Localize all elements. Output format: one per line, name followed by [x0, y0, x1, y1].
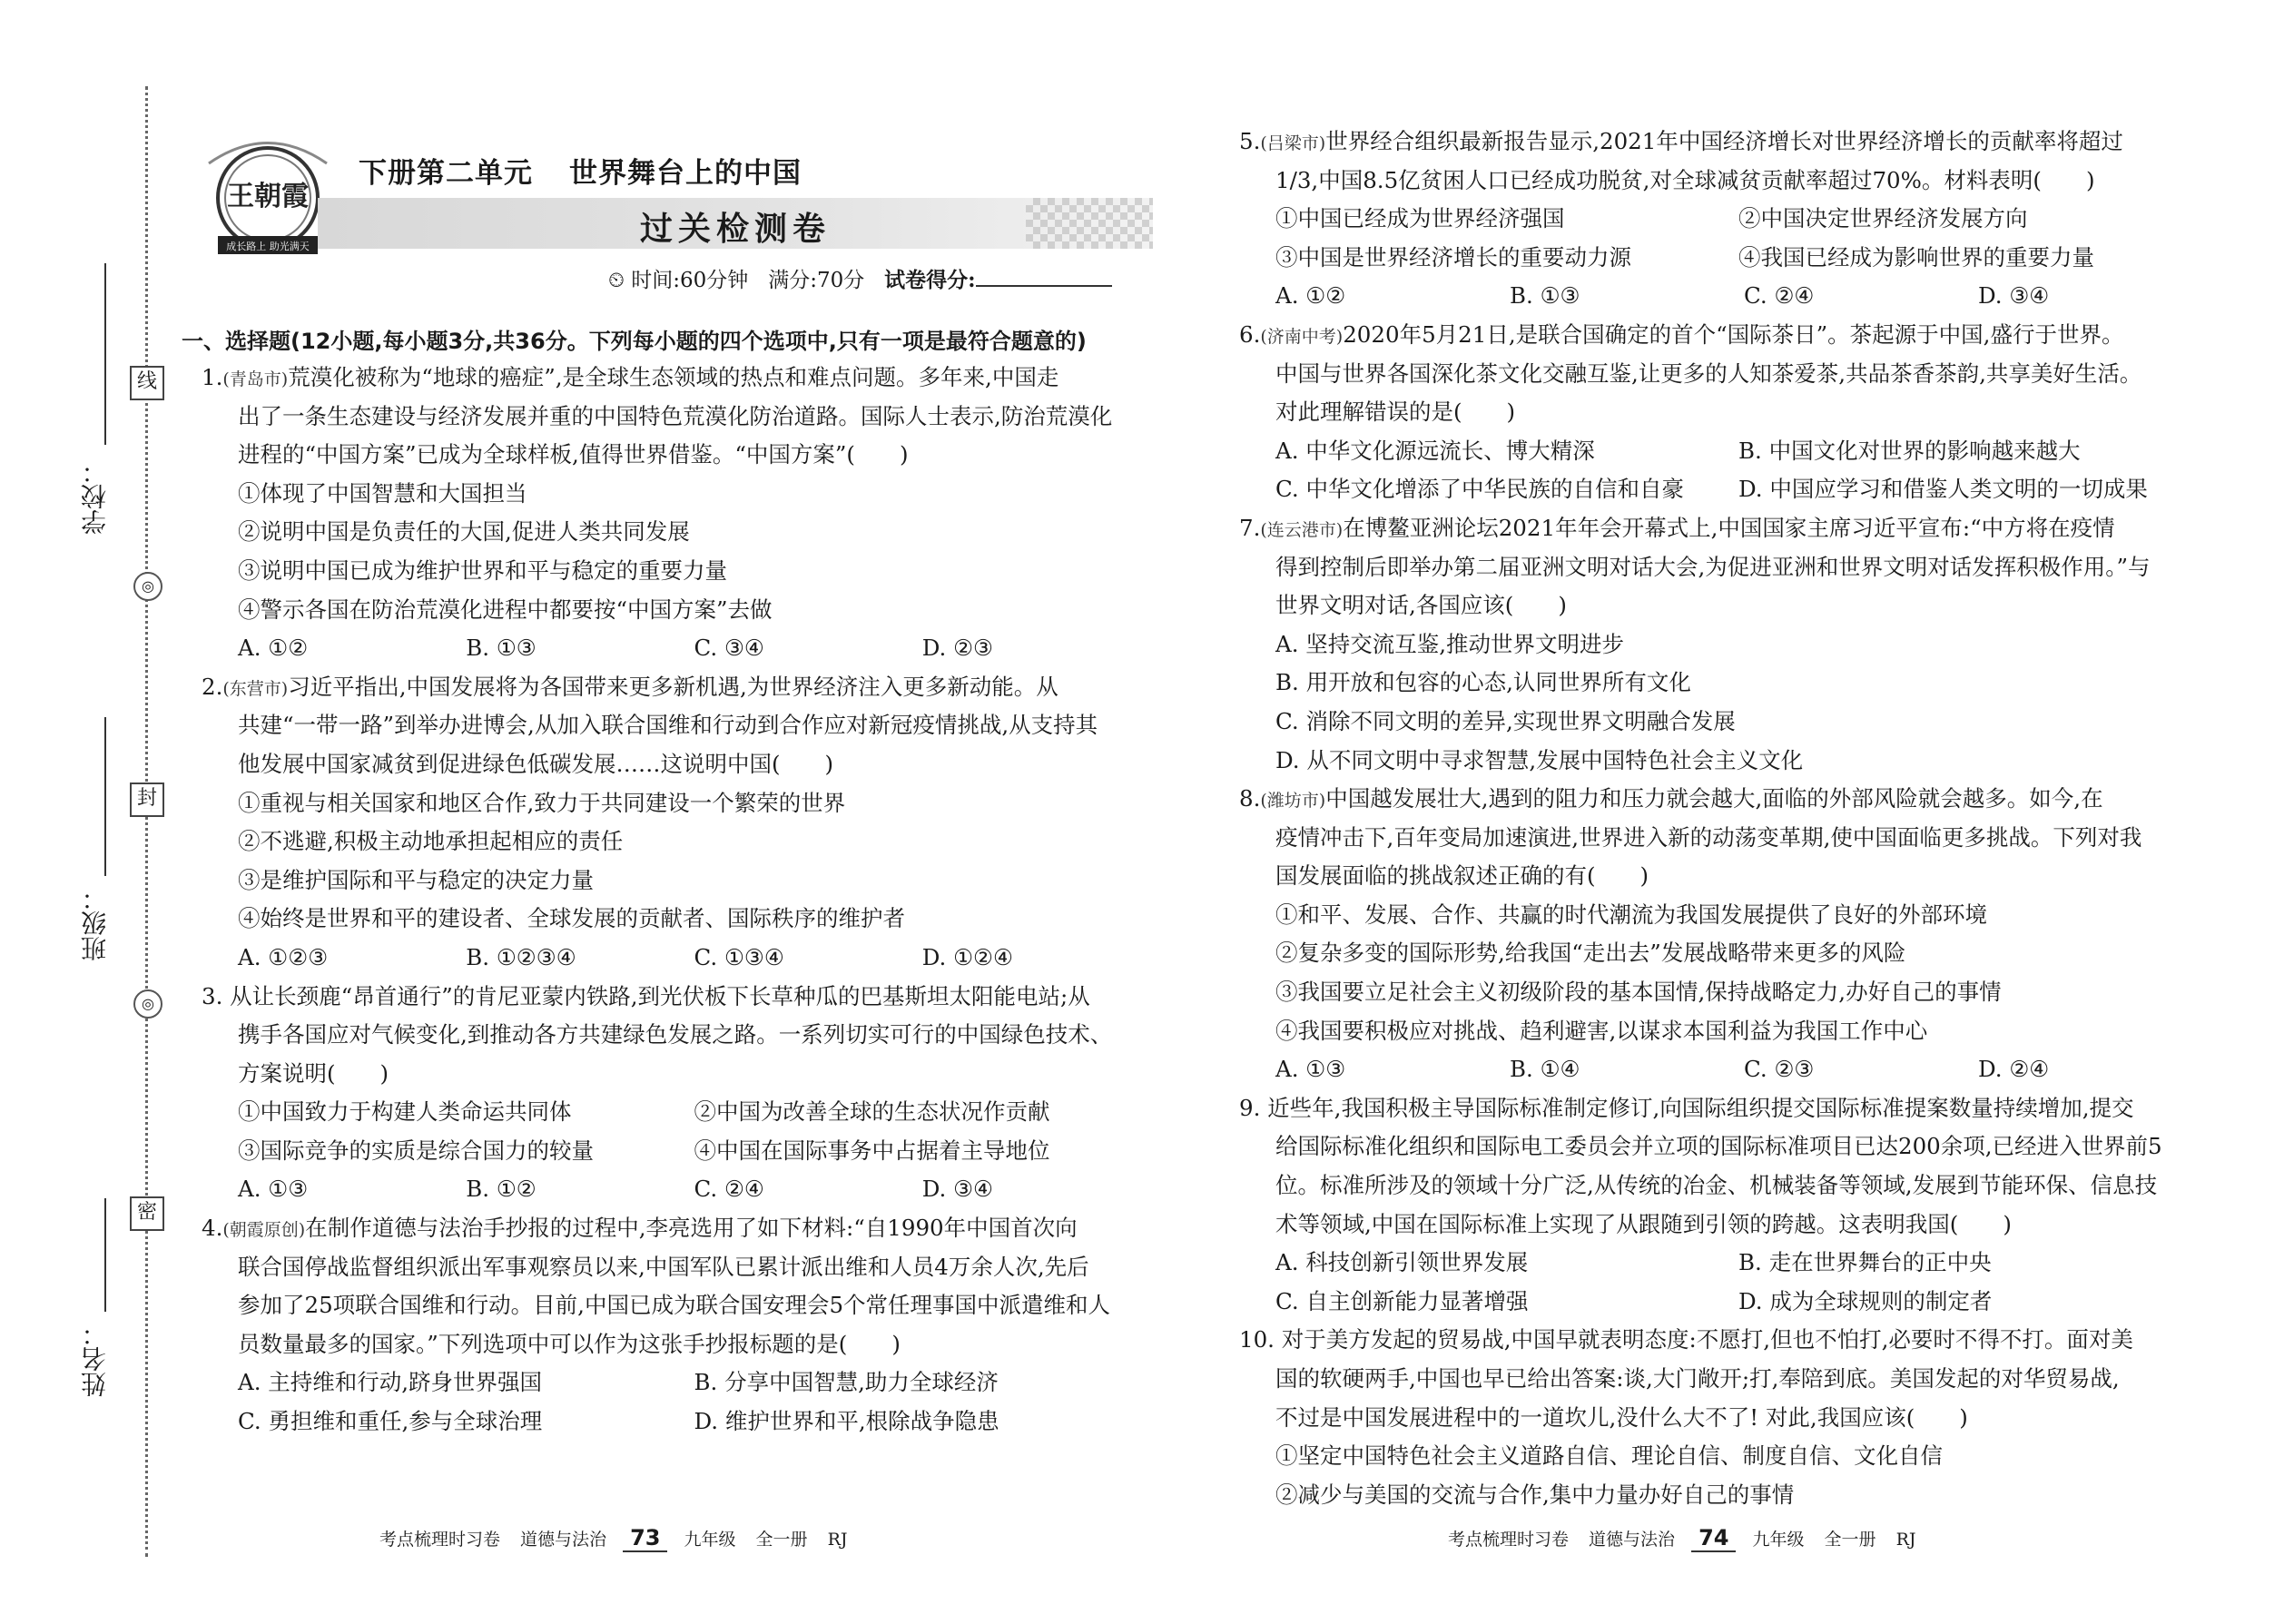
question-line	[1239, 1166, 2238, 1206]
line-text: ④警示各国在防治荒漠化进程中都要按“中国方案”去做	[238, 595, 773, 623]
line-text: 他发展中国家减贫到促进绿色低碳发展……这说明中国( )	[238, 750, 834, 777]
answer-option: D. 维护世界和平,根除战争隐患	[694, 1408, 999, 1435]
question-line	[202, 552, 1150, 591]
line-text: 疫情冲击下,百年变局加速演进,世界进入新的动荡变革期,使中国面临更多挑战。下列对我	[1275, 823, 2142, 851]
question-stem	[202, 1209, 1150, 1248]
question-number: 8.	[1239, 785, 1261, 812]
answer-option: ①中国已经成为世界经济强国	[1275, 205, 1565, 232]
question-line	[1239, 1206, 2238, 1245]
bind-char-mi: 密	[130, 1196, 164, 1231]
question-line	[1239, 1476, 2238, 1515]
answer-option: D. ②③	[921, 635, 994, 662]
answer-option: C. ②③	[1744, 1056, 1815, 1083]
answer-option: A. ①③	[238, 1176, 309, 1203]
question-line	[1239, 896, 2238, 935]
question-number: 2.	[202, 673, 223, 700]
option-row	[202, 1363, 1150, 1403]
answer-option: C. ②④	[694, 1176, 764, 1203]
option-row	[202, 629, 1150, 668]
answer-option: A. 主持维和行动,跻身世界强国	[238, 1369, 543, 1396]
question-line	[1239, 973, 2238, 1012]
question-line	[1239, 1399, 2238, 1438]
question-line	[1239, 819, 2238, 858]
answer-option: ④中国在国际事务中占据着主导地位	[694, 1137, 1050, 1164]
brand-slogan: 成长路上 助光满天	[226, 241, 310, 252]
line-text: 国的软硬两手,中国也早已给出答案:谈,大门敞开;打,奉陪到底。美国发起的对华贸易战,	[1275, 1365, 2120, 1392]
paper-title: 过关检测卷	[639, 211, 831, 248]
question-source: (吕梁市)	[1260, 133, 1326, 153]
answer-option: D. ①②④	[921, 943, 1013, 970]
answer-option: C. ③④	[694, 635, 764, 662]
answer-option: ②中国为改善全球的生态状况作贡献	[694, 1098, 1050, 1126]
exam-time: 时间:60分钟	[631, 269, 749, 292]
answer-option: C. 中华文化增添了中华民族的自信和自豪	[1275, 476, 1684, 503]
question-line	[1239, 355, 2238, 394]
question-line	[202, 900, 1150, 939]
line-text: 联合国停战监督组织派出军事观察员以来,中国军队已累计派出维和人员4万余人次,先后	[238, 1253, 1089, 1280]
line-text: ④始终是世界和平的建设者、全球发展的贡献者、国际秩序的维护者	[238, 905, 905, 932]
question-line	[1239, 1012, 2238, 1051]
question-stem	[1239, 509, 2238, 548]
answer-option: ④我国已经成为影响世界的重要力量	[1738, 243, 2094, 271]
question-number: 7.	[1239, 514, 1261, 541]
question-stem	[202, 359, 1150, 398]
footer-left	[379, 1525, 848, 1552]
line-text: 中国与世界各国深化茶文化交融互鉴,让更多的人知茶爱茶,共品茶香茶韵,共享美好生活。	[1275, 359, 2142, 387]
knot-icon: ◎	[133, 989, 162, 1019]
footer-subject: 道德与法治	[520, 1530, 607, 1550]
paper-score-field[interactable]	[976, 285, 1112, 287]
question-line	[202, 784, 1150, 823]
line-text: ③是维护国际和平与稳定的决定力量	[238, 866, 594, 893]
answer-option: B. 分享中国智慧,助力全球经济	[694, 1369, 999, 1396]
answer-option: B. ①④	[1510, 1056, 1580, 1083]
line-text: ①坚定中国特色社会主义道路自信、理论自信、制度自信、文化自信	[1275, 1442, 1943, 1470]
question-line	[202, 1055, 1150, 1094]
question-text: 在博鳌亚洲论坛2021年年会开幕式上,中国国家主席习近平宣布:“中方将在疫情	[1343, 514, 2115, 541]
exam-meta	[608, 263, 1112, 293]
question-line	[1239, 625, 2238, 664]
line-text: ②不逃避,积极主动地承担起相应的责任	[238, 828, 624, 855]
footer-edition: RJ	[827, 1530, 848, 1550]
question-line	[202, 861, 1150, 901]
answer-option: A. ①②③	[238, 943, 329, 970]
answer-option: C. ②④	[1744, 282, 1815, 310]
clock-icon: ⏲	[608, 269, 625, 292]
option-row	[1239, 239, 2238, 278]
question-number: 6.	[1239, 320, 1261, 348]
question-source: (潍坊市)	[1260, 791, 1326, 812]
question-stem	[1239, 123, 2238, 162]
question-line	[202, 398, 1150, 437]
right-page	[1221, 0, 2247, 1624]
line-text: 出了一条生态建设与经济发展并重的中国特色荒漠化防治道路。国际人士表示,防治荒漠化	[238, 402, 1113, 429]
page-number: 74	[1691, 1525, 1736, 1552]
option-row	[1239, 200, 2238, 239]
class-label: 班级：	[80, 885, 110, 961]
question-line	[202, 475, 1150, 514]
answer-option: D. 成为全球规则的制定者	[1738, 1287, 1993, 1314]
answer-option: A. ①③	[1275, 1056, 1346, 1083]
footer-series: 考点梳理时习卷	[379, 1530, 501, 1550]
answer-option: A. ①②	[238, 635, 309, 662]
answer-option: A. 中华文化源远流长、博大精深	[1275, 437, 1595, 464]
option-row	[1239, 1283, 2238, 1322]
question-line	[1239, 857, 2238, 896]
option-row	[1239, 432, 2238, 471]
footer-volume: 全一册	[755, 1530, 808, 1550]
paper-score-label: 试卷得分:	[884, 268, 976, 292]
option-row	[202, 1132, 1150, 1171]
question-number: 10. 对于美方发起的贸易战,中国早就表明态度:不愿打,但也不怕打,必要时不得不打。面对美	[1239, 1326, 2133, 1353]
question-line	[202, 1325, 1150, 1364]
question-source: (连云港市)	[1260, 519, 1344, 540]
line-text: 术等领域,中国在国际标准上实现了从跟随到引领的跨越。这表明我国( )	[1275, 1210, 2012, 1237]
line-text: 携手各国应对气候变化,到推动各方共建绿色发展之路。一系列切实可行的中国绿色技术、	[238, 1021, 1113, 1048]
question-stem	[202, 668, 1150, 707]
question-source: (朝霞原创)	[222, 1220, 306, 1241]
option-row	[1239, 470, 2238, 509]
footer-grade: 九年级	[1752, 1530, 1805, 1550]
question-text: 中国越发展壮大,遇到的阻力和压力就会越大,面临的外部风险就会越多。如今,在	[1325, 785, 2103, 812]
page-number: 73	[623, 1525, 667, 1552]
line-text: ②说明中国是负责任的大国,促进人类共同发展	[238, 518, 690, 546]
line-text: B. 用开放和包容的心态,认同世界所有文化	[1275, 669, 1691, 696]
answer-option: B. 走在世界舞台的正中央	[1738, 1249, 1992, 1276]
answer-option: B. ①②	[466, 1176, 537, 1203]
unit-heading	[359, 150, 802, 191]
line-text: 给国际标准化组织和国际电工委员会并立项的国际标准项目已达200余项,已经进入世界前5	[1275, 1133, 2162, 1160]
question-number: 4.	[202, 1215, 223, 1242]
line-text: ②复杂多变的国际形势,给我国“走出去”发展战略带来更多的风险	[1275, 940, 1906, 967]
question-text: 世界经合组织最新报告显示,2021年中国经济增长对世界经济增长的贡献率将超过	[1325, 128, 2123, 154]
question-line	[1239, 393, 2238, 432]
line-text: D. 从不同文明中寻求智慧,发展中国特色社会主义文化	[1275, 746, 1804, 773]
question-line	[202, 436, 1150, 475]
bind-char-xian: 线	[130, 366, 164, 400]
title-band	[318, 198, 1153, 249]
answer-option: B. ①②③④	[466, 943, 576, 970]
option-row	[202, 939, 1150, 978]
section-heading: 一、选择题(12小题,每小题3分,共36分。下列每小题的四个选项中,只有一项是最符合题意的)	[182, 329, 1087, 354]
question-line	[1239, 586, 2238, 625]
question-line	[202, 706, 1150, 745]
option-row	[1239, 1050, 2238, 1089]
line-text: ③我国要立足社会主义初级阶段的基本国情,保持战略定力,办好自己的事情	[1275, 979, 2002, 1006]
question-line	[202, 822, 1150, 861]
school-label: 学校：	[80, 458, 110, 535]
name-blank-line	[104, 1198, 106, 1312]
answer-option: ②中国决定世界经济发展方向	[1738, 205, 2028, 232]
option-row	[202, 1170, 1150, 1209]
question-line	[1239, 1437, 2238, 1476]
answer-option: D. ③④	[921, 1176, 994, 1203]
line-text: ①重视与相关国家和地区合作,致力于共同建设一个繁荣的世界	[238, 789, 846, 816]
line-text: 方案说明( )	[238, 1059, 389, 1087]
question-line	[202, 1286, 1150, 1325]
school-blank-line	[104, 263, 106, 445]
question-stem	[1239, 1321, 2238, 1360]
answer-option: ③中国是世界经济增长的重要动力源	[1275, 243, 1631, 271]
answer-option: D. 中国应学习和借鉴人类文明的一切成果	[1738, 476, 2148, 503]
question-number: 1.	[202, 364, 223, 390]
line-text: ①和平、发展、合作、共赢的时代潮流为我国发展提供了良好的外部环境	[1275, 901, 1987, 928]
line-text: 世界文明对话,各国应该( )	[1275, 592, 1567, 619]
question-text: 在制作道德与法治手抄报的过程中,李亮选用了如下材料:“自1990年中国首次向	[305, 1215, 1078, 1242]
question-source: (东营市)	[222, 678, 289, 699]
line-text: A. 坚持交流互鉴,推动世界文明进步	[1275, 630, 1625, 657]
question-line	[1239, 703, 2238, 742]
option-row	[202, 1093, 1150, 1132]
answer-option: D. ③④	[1978, 282, 2050, 310]
unit-title: 世界舞台上的中国	[569, 157, 802, 190]
answer-option: ③国际竞争的实质是综合国力的较量	[238, 1137, 594, 1164]
question-text: 荒漠化被称为“地球的癌症”,是全球生态领域的热点和难点问题。多年来,中国走	[288, 364, 1059, 390]
footer-volume: 全一册	[1824, 1530, 1876, 1550]
bind-char-feng: 封	[130, 782, 164, 817]
answer-option: A. ①②	[1275, 282, 1346, 310]
footer-right	[1448, 1525, 1916, 1552]
line-text: 员数量最多的国家。”下列选项中可以作为这张手抄报标题的是( )	[238, 1330, 901, 1357]
question-number: 9. 近些年,我国积极主导国际标准制定修订,向国际组织提交国际标准提案数量持续增加,提交	[1239, 1094, 2134, 1121]
binding-margin	[0, 0, 182, 1624]
question-line	[202, 745, 1150, 784]
question-stem	[1239, 316, 2238, 355]
line-text: ④我国要积极应对挑战、趋利避害,以谋求本国利益为我国工作中心	[1275, 1017, 1928, 1044]
question-number: 5.	[1239, 128, 1261, 154]
question-text: 2020年5月21日,是联合国确定的首个“国际茶日”。茶起源于中国,盛行于世界。	[1343, 320, 2124, 348]
line-text: 共建“一带一路”到举办进博会,从加入联合国维和行动到合作应对新冠疫情挑战,从支持其	[238, 712, 1098, 739]
question-line	[202, 1016, 1150, 1055]
line-text: 不过是中国发展进程中的一道坎儿,没什么大不了! 对此,我国应该( )	[1275, 1403, 1968, 1431]
answer-option: A. 科技创新引领世界发展	[1275, 1249, 1529, 1276]
line-text: 得到控制后即举办第二届亚洲文明对话大会,为促进亚洲和世界文明对话发挥积极作用。”与	[1275, 553, 2151, 580]
footer-edition: RJ	[1895, 1530, 1916, 1550]
question-source: (青岛市)	[222, 369, 289, 389]
question-source: (济南中考)	[1260, 326, 1344, 347]
footer-grade: 九年级	[684, 1530, 736, 1550]
question-line	[1239, 1360, 2238, 1399]
left-questions	[202, 359, 1150, 1442]
question-stem	[1239, 780, 2238, 819]
line-text: 参加了25项联合国维和行动。目前,中国已成为联合国安理会5个常任理事国中派遣维和人	[238, 1292, 1111, 1319]
answer-option: D. ②④	[1978, 1056, 2050, 1083]
footer-subject: 道德与法治	[1589, 1530, 1676, 1550]
class-blank-line	[104, 717, 106, 876]
question-stem	[202, 978, 1150, 1017]
option-row	[202, 1403, 1150, 1442]
line-text: 位。标准所涉及的领域十分广泛,从传统的冶金、机械装备等领域,发展到节能环保、信息技	[1275, 1172, 2158, 1199]
unit-number: 下册第二单元	[359, 157, 533, 190]
question-stem	[1239, 1089, 2238, 1128]
question-line	[1239, 1127, 2238, 1166]
question-line	[202, 591, 1150, 630]
line-text: 1/3,中国8.5亿贫困人口已经成功脱贫,对全球减贫贡献率超过70%。材料表明( )	[1275, 166, 2095, 193]
line-text: C. 消除不同文明的差异,实现世界文明融合发展	[1275, 707, 1736, 734]
question-text: 习近平指出,中国发展将为各国带来更多新机遇,为世界经济注入更多新动能。从	[288, 673, 1058, 700]
answer-option: ①中国致力于构建人类命运共同体	[238, 1098, 572, 1126]
cut-line	[145, 86, 148, 1557]
question-line	[1239, 664, 2238, 703]
line-text: ②减少与美国的交流与合作,集中力量办好自己的事情	[1275, 1481, 1795, 1508]
line-text: 对此理解错误的是( )	[1275, 399, 1516, 426]
answer-option: C. 勇担维和重任,参与全球治理	[238, 1408, 543, 1435]
exam-full-score: 满分:70分	[768, 269, 865, 292]
question-line	[1239, 162, 2238, 201]
knot-icon: ◎	[133, 572, 162, 601]
answer-option: B. ①③	[466, 635, 537, 662]
question-line	[1239, 934, 2238, 973]
answer-option: B. ①③	[1510, 282, 1580, 310]
brand-name: 王朝霞	[227, 181, 309, 212]
line-text: ③说明中国已成为维护世界和平与稳定的重要力量	[238, 556, 727, 584]
option-row	[1239, 1244, 2238, 1283]
question-line	[202, 1248, 1150, 1287]
option-row	[1239, 277, 2238, 316]
name-label: 姓名：	[80, 1321, 110, 1397]
question-number: 3. 从让长颈鹿“昂首通行”的肯尼亚蒙内铁路,到光伏板下长草种瓜的巴基斯坦太阳能电站;从	[202, 982, 1090, 1009]
line-text: 进程的“中国方案”已成为全球样板,值得世界借鉴。“中国方案”( )	[238, 441, 909, 468]
answer-option: B. 中国文化对世界的影响越来越大	[1738, 437, 2081, 464]
question-line	[1239, 742, 2238, 781]
question-line	[202, 513, 1150, 552]
question-line	[1239, 548, 2238, 587]
answer-option: C. ①③④	[694, 943, 784, 970]
left-page	[182, 0, 1171, 1624]
right-questions	[1239, 123, 2238, 1514]
brand-logo-icon	[200, 127, 336, 263]
line-text: ①体现了中国智慧和大国担当	[238, 479, 527, 507]
answer-option: C. 自主创新能力显著增强	[1275, 1287, 1529, 1314]
footer-series: 考点梳理时习卷	[1448, 1530, 1570, 1550]
line-text: 国发展面临的挑战叙述正确的有( )	[1275, 862, 1649, 890]
